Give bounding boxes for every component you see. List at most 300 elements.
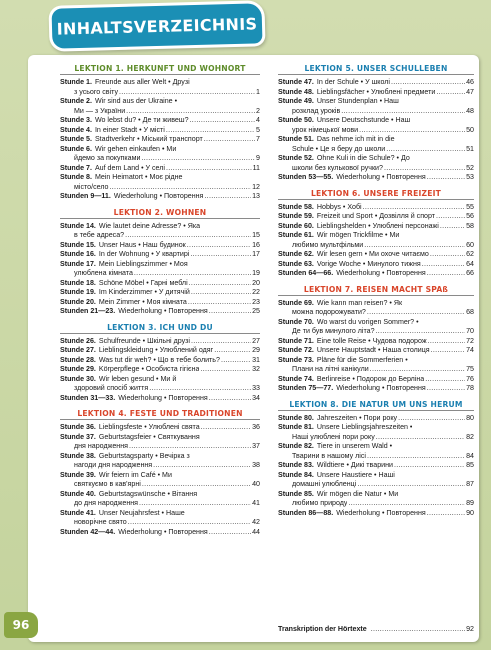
lesson-text: Wo lebst du? • Де ти живеш? — [94, 116, 189, 124]
lesson-text-continued: до дня народження — [74, 499, 139, 507]
lesson-text: Das nehme ich mit in die — [316, 135, 395, 143]
leader-dots — [422, 260, 465, 270]
lesson-section — [278, 64, 474, 183]
toc-entry[interactable] — [278, 173, 474, 183]
toc-entry[interactable] — [278, 471, 474, 490]
lesson-number: Stunde 40. — [60, 489, 96, 498]
toc-entry[interactable] — [60, 78, 260, 97]
leader-dots — [430, 250, 465, 260]
lesson-number: Stunde 82. — [278, 442, 314, 450]
toc-entry[interactable] — [60, 250, 260, 260]
leader-dots — [125, 231, 251, 241]
page-ref: 12 — [252, 182, 260, 191]
page-ref: 5 — [256, 125, 260, 134]
lesson-number: Stunde 2. — [60, 97, 92, 105]
lesson-text: Ohne Kuli in die Schule? • До — [316, 154, 410, 162]
leader-dots — [166, 164, 252, 174]
lesson-number: Stunde 6. — [60, 144, 92, 153]
leader-dots — [200, 365, 251, 375]
lesson-text: Berlinreise • Подорож до Берліна — [316, 374, 425, 383]
lesson-text-continued: Плани на літні канікули — [292, 365, 369, 373]
page-ref: 38 — [252, 461, 260, 469]
lesson-title: LEKTION 8. DIE NATUR UM UNS HERUM — [278, 400, 474, 411]
lesson-text: Unser Stundenplan • Наш — [316, 97, 399, 105]
lesson-text-continued: любимо мультфільми — [292, 240, 364, 249]
lesson-number: Stunde 3. — [60, 116, 92, 124]
lesson-text-continued: Де ти був минулого літа? — [292, 327, 375, 335]
page-ref: 29 — [252, 346, 260, 354]
lesson-number: Stunde 8. — [60, 173, 92, 181]
lesson-number: Stunden 53—55. — [278, 173, 334, 181]
page-ref: 7 — [256, 135, 260, 143]
lesson-text-continued: Тварини в нашому лісі — [292, 451, 366, 460]
lesson-text: Freizeit und Sport • Дозвілля й спорт — [316, 212, 436, 220]
lesson-number: Stunden 64—66. — [278, 269, 334, 277]
leader-dots — [189, 279, 251, 289]
toc-entry[interactable] — [278, 414, 474, 424]
toc-entry[interactable] — [60, 260, 260, 279]
leader-dots — [209, 307, 251, 317]
lesson-text: Geburtstagsfeier • Святкування — [98, 432, 200, 441]
transcript-entry[interactable] — [278, 625, 474, 635]
leader-dots — [363, 203, 466, 213]
lesson-text: Wir mögen die Natur • Ми — [316, 489, 399, 498]
page-ref: 58 — [466, 221, 474, 230]
lesson-number: Stunden 21—23. — [60, 307, 116, 315]
page-ref: 70 — [466, 327, 474, 335]
toc-entry[interactable] — [60, 307, 260, 317]
lesson-text: Schöne Möbel • Гарні меблі — [98, 278, 188, 287]
page-ref: 36 — [252, 423, 260, 431]
leader-dots — [391, 78, 465, 88]
lesson-number: Stunde 59. — [278, 212, 314, 220]
leader-dots — [129, 442, 251, 452]
page-ref: 16 — [252, 240, 260, 249]
toc-entry[interactable] — [60, 356, 260, 366]
toc-entry[interactable] — [278, 509, 474, 519]
lesson-text-continued: домашні улюбленці — [292, 480, 357, 488]
toc-entry[interactable] — [60, 452, 260, 471]
lesson-text: Unsere Hauptstadt • Наша столиця — [316, 346, 430, 354]
lesson-text: Geburtstagsparty • Вечірка з — [98, 451, 190, 460]
lesson-number: Stunde 84. — [278, 470, 314, 479]
toc-entry[interactable] — [60, 337, 260, 347]
leader-dots — [204, 135, 255, 145]
page-ref: 90 — [466, 508, 474, 517]
leader-dots — [431, 346, 465, 356]
lesson-title: LEKTION 7. REISEN MACHT SPAß — [278, 285, 474, 296]
leader-dots — [376, 327, 466, 337]
lesson-text: Unser Haus • Наш будинок — [98, 240, 186, 249]
page-ref: 40 — [252, 480, 260, 488]
lesson-text-continued: йдемо за покупками — [74, 154, 141, 162]
toc-entry[interactable] — [60, 222, 260, 241]
page-ref: 4 — [256, 116, 260, 124]
toc-entry[interactable] — [60, 394, 260, 404]
lesson-title: LEKTION 3. ICH UND DU — [60, 323, 260, 334]
leader-dots — [384, 164, 465, 174]
lesson-text-continued: урок німецької мови — [292, 125, 359, 134]
leader-dots — [190, 250, 251, 260]
toc-entry[interactable] — [60, 173, 260, 192]
leader-dots — [367, 452, 465, 462]
leader-dots — [436, 212, 465, 222]
lesson-text: Wir lesen gern • Ми охоче читаємо — [316, 250, 429, 258]
lesson-number: Stunden 42—44. — [60, 527, 116, 536]
lesson-text-continued: новорічне свято — [74, 518, 127, 526]
lesson-text: Pläne für die Sommerferien • — [316, 355, 408, 364]
lesson-number: Stunde 49. — [278, 97, 314, 105]
lesson-number: Stunde 30. — [60, 374, 96, 383]
leader-dots — [153, 461, 251, 471]
lesson-section — [60, 409, 260, 537]
lesson-number: Stunden 9—11. — [60, 192, 111, 200]
leader-dots — [364, 241, 465, 251]
leader-dots — [370, 365, 465, 375]
toc-entry[interactable] — [60, 126, 260, 136]
lesson-number: Stunde 80. — [278, 413, 314, 422]
page-number: 96 — [12, 618, 30, 632]
toc-entry[interactable] — [278, 231, 474, 250]
page-ref: 41 — [252, 499, 260, 507]
lesson-number: Stunde 50. — [278, 116, 314, 124]
lesson-number: Stunde 73. — [278, 355, 314, 364]
page-ref: 53 — [466, 173, 474, 181]
lesson-text-continued: Ми — з України — [74, 106, 126, 115]
lesson-text: Lieblingsfächer • Улюблені предмети — [316, 87, 436, 96]
lesson-text: Wiederholung • Повторення — [118, 527, 208, 536]
page-ref: 68 — [466, 308, 474, 316]
leader-dots — [359, 126, 465, 136]
lesson-title: LEKTION 4. FESTE UND TRADITIONEN — [60, 409, 260, 420]
leader-dots — [141, 154, 255, 164]
leader-dots — [427, 269, 465, 279]
leader-dots — [191, 288, 251, 298]
lesson-number: Stunde 83. — [278, 461, 314, 469]
lesson-text: Wiederholung • Повторення — [336, 173, 426, 181]
lesson-text: Jahreszeiten • Пори року — [316, 413, 398, 422]
page-ref: 27 — [252, 336, 260, 345]
page-ref: 9 — [256, 154, 260, 162]
lesson-text: Mein Zimmer • Моя кімната — [98, 297, 187, 306]
page-ref: 56 — [466, 212, 474, 220]
page-ref: 46 — [466, 78, 474, 86]
page-ref: 60 — [466, 240, 474, 249]
leader-dots — [134, 269, 251, 279]
lesson-text: Schulfreunde • Шкільні друзі — [98, 336, 190, 345]
lesson-text-continued: любимо природу — [292, 499, 348, 507]
page-ref: 89 — [466, 499, 474, 507]
leader-dots — [201, 423, 251, 433]
leader-dots — [214, 346, 251, 356]
toc-entry[interactable] — [278, 442, 474, 461]
toc-entry[interactable] — [60, 192, 260, 202]
lesson-text: Wo warst du vorigen Sommer? • — [316, 317, 419, 326]
lesson-text-continued: Schule • Це я беру до школи — [292, 144, 386, 153]
lesson-text: Wir gehen einkaufen • Ми — [94, 144, 177, 153]
leader-dots — [427, 173, 465, 183]
lesson-text: Wiederholung • Повторення — [336, 508, 426, 517]
lesson-text: Körperpflege • Особиста гігієна — [98, 365, 200, 373]
lesson-text: Auf dem Land • У селі — [94, 163, 165, 172]
toc-entry[interactable] — [60, 97, 260, 116]
page-ref: 20 — [252, 278, 260, 287]
lesson-number: Stunde 19. — [60, 288, 96, 296]
lesson-text-continued: розклад уроків — [292, 106, 341, 115]
page-ref: 42 — [252, 518, 260, 526]
toc-entry[interactable] — [60, 375, 260, 394]
lesson-text: Wiederholung • Повторення — [118, 393, 208, 402]
lesson-number: Stunde 62. — [278, 250, 314, 258]
lesson-text: Hobbys • Хобі — [316, 202, 362, 211]
toc-entry[interactable] — [278, 116, 474, 135]
lesson-number: Stunde 29. — [60, 365, 96, 373]
page-title: INHALTSVERZEICHNIS — [56, 13, 258, 39]
lesson-number: Stunde 47. — [278, 78, 314, 86]
toc-entry[interactable] — [278, 250, 474, 260]
leader-dots — [357, 480, 465, 490]
lesson-section — [60, 64, 260, 202]
leader-dots — [440, 222, 465, 232]
lesson-title: LEKTION 2. WOHNEN — [60, 208, 260, 219]
page-ref: 31 — [252, 355, 260, 364]
lesson-number: Stunde 18. — [60, 278, 96, 287]
toc-entry[interactable] — [60, 365, 260, 375]
page-ref: 72 — [466, 336, 474, 345]
toc-entry[interactable] — [278, 154, 474, 173]
lesson-text-continued: школи без кулькової ручки? — [292, 163, 383, 172]
page-ref: 52 — [466, 163, 474, 172]
leader-dots — [376, 433, 465, 443]
lesson-number: Stunden 75—77. — [278, 384, 334, 392]
lesson-number: Stunde 61. — [278, 231, 314, 239]
toc-entry[interactable] — [278, 337, 474, 347]
leader-dots — [190, 116, 256, 126]
lesson-text-continued: дня народження — [74, 442, 128, 450]
lesson-text: Lieblingshelden • Улюблені персонажі — [316, 221, 439, 230]
toc-entry[interactable] — [278, 346, 474, 356]
page-ref: 62 — [466, 250, 474, 258]
toc-entry[interactable] — [278, 318, 474, 337]
toc-entry[interactable] — [60, 471, 260, 490]
toc-entry[interactable] — [60, 279, 260, 289]
lesson-text: In einer Stadt • У місті — [94, 125, 165, 134]
page-ref: 32 — [252, 365, 260, 373]
lesson-text: Lieblingskleidung • Улюблений одяг — [98, 346, 214, 354]
page-ref: 82 — [466, 432, 474, 441]
leader-dots — [209, 394, 251, 404]
lesson-number: Stunde 72. — [278, 346, 314, 354]
toc-entry[interactable] — [278, 97, 474, 116]
lesson-section — [60, 323, 260, 404]
lesson-text: Mein Heimatort • Моє рідне — [94, 173, 183, 181]
leader-dots — [110, 183, 252, 193]
lesson-number: Stunde 58. — [278, 202, 314, 211]
toc-entry[interactable] — [60, 298, 260, 308]
toc-entry[interactable] — [278, 260, 474, 270]
lesson-text: Wir feiern im Café • Ми — [98, 470, 172, 479]
page-ref: 2 — [256, 106, 260, 115]
lesson-number: Stunde 38. — [60, 451, 96, 460]
lesson-text: Unser Neujahrsfest • Наше — [98, 508, 185, 517]
lesson-text: Lieblingsfeste • Улюблені свята — [98, 423, 200, 431]
left-column — [60, 64, 260, 543]
lesson-number: Stunden 86—88. — [278, 508, 334, 517]
leader-dots — [427, 384, 465, 394]
toc-entry[interactable] — [60, 164, 260, 174]
lesson-number: Stunde 15. — [60, 240, 96, 249]
lesson-number: Stunde 37. — [60, 432, 96, 441]
leader-dots — [221, 356, 251, 366]
toc-entry[interactable] — [60, 433, 260, 452]
lesson-number: Stunde 71. — [278, 336, 314, 345]
lesson-number: Stunde 85. — [278, 489, 314, 498]
toc-entry[interactable] — [278, 78, 474, 88]
lesson-text-continued: нагоди дня народження — [74, 461, 153, 469]
toc-entry[interactable] — [278, 135, 474, 154]
page-ref: 15 — [252, 231, 260, 239]
leader-dots — [367, 308, 465, 318]
page-ref: 11 — [252, 163, 260, 172]
lesson-number: Stunde 51. — [278, 135, 314, 143]
toc-entry[interactable] — [278, 375, 474, 385]
leader-dots — [188, 298, 251, 308]
toc-entry[interactable] — [60, 135, 260, 145]
toc-entry[interactable] — [278, 461, 474, 471]
page-ref: 19 — [252, 269, 260, 277]
lesson-number: Stunde 36. — [60, 423, 96, 431]
lesson-number: Stunde 17. — [60, 259, 96, 268]
page-ref: 64 — [466, 259, 474, 268]
lesson-number: Stunde 26. — [60, 336, 96, 345]
lesson-text: In der Schule • У школі — [316, 78, 390, 86]
lesson-number: Stunde 1. — [60, 78, 92, 86]
toc-entry[interactable] — [278, 269, 474, 279]
lesson-number: Stunde 70. — [278, 317, 314, 326]
lesson-text-continued: в тебе адреса? — [74, 231, 125, 239]
page-ref: 47 — [466, 87, 474, 96]
page-ref: 78 — [466, 384, 474, 392]
toc-entry[interactable] — [60, 145, 260, 164]
lesson-text: Wir leben gesund • Ми й — [98, 374, 177, 383]
lesson-text: Wie lautet deine Adresse? • Яка — [98, 221, 201, 230]
toc-entry[interactable] — [278, 356, 474, 375]
toc-entry[interactable] — [60, 241, 260, 251]
page-ref: 85 — [466, 461, 474, 469]
toc-entry[interactable] — [60, 509, 260, 528]
lesson-number: Stunde 20. — [60, 297, 96, 306]
lesson-number: Stunde 39. — [60, 470, 96, 479]
page-ref: 51 — [466, 144, 474, 153]
lesson-text: Mein Lieblingszimmer • Моя — [98, 259, 188, 268]
lesson-number: Stunde 60. — [278, 221, 314, 230]
lesson-title: LEKTION 5. UNSER SCHULLEBEN — [278, 64, 474, 75]
toc-entry[interactable] — [278, 203, 474, 213]
page-ref: 22 — [252, 288, 260, 296]
lesson-number: Stunde 52. — [278, 154, 314, 162]
toc-entry[interactable] — [278, 222, 474, 232]
leader-dots — [126, 107, 255, 117]
page-ref: 75 — [466, 365, 474, 373]
lesson-number: Stunde 27. — [60, 346, 96, 354]
toc-entry[interactable] — [60, 346, 260, 356]
page-ref: 13 — [252, 192, 260, 200]
lesson-number: Stunde 48. — [278, 87, 314, 96]
leader-dots — [119, 88, 255, 98]
lesson-text: Unsere Haustiere • Наші — [316, 470, 395, 479]
lesson-text: Wiederholung • Повторення — [336, 269, 426, 277]
lesson-number: Stunden 31—33. — [60, 393, 116, 402]
toc-entry[interactable] — [60, 423, 260, 433]
toc-entry[interactable] — [278, 384, 474, 394]
lesson-section — [60, 208, 260, 317]
lesson-text: Wildtiere • Дикі тварини — [316, 461, 393, 469]
lesson-number: Stunde 63. — [278, 259, 314, 268]
toc-entry[interactable] — [278, 423, 474, 442]
leader-dots — [209, 528, 251, 538]
lesson-text: Eine tolle Reise • Чудова подорож — [316, 336, 427, 345]
lesson-text: Geburtstagswünsche • Вітання — [98, 489, 198, 498]
leader-dots — [204, 192, 251, 202]
toc-entry[interactable] — [60, 528, 260, 538]
page-ref: 23 — [252, 297, 260, 306]
leader-dots — [191, 337, 251, 347]
lesson-text-continued: з усього світу — [74, 87, 118, 96]
lesson-text: Unsere Deutschstunde • Наш — [316, 116, 411, 124]
lesson-section — [278, 285, 474, 394]
title-banner — [52, 3, 263, 48]
right-column — [278, 64, 474, 524]
lesson-text: Wiederholung • Повторення — [118, 307, 208, 315]
lesson-text: Was tut dir weh? • Що в тебе болить? — [98, 355, 220, 364]
page-ref: 66 — [466, 269, 474, 277]
lesson-number: Stunde 69. — [278, 298, 314, 307]
toc-entry[interactable] — [278, 490, 474, 509]
page-ref: 87 — [466, 480, 474, 488]
lesson-text: Wir sind aus der Ukraine • — [94, 97, 178, 105]
lesson-text: Wie kann man reisen? • Як — [316, 298, 403, 307]
transcript-label: Transkription der Hörtexte — [278, 625, 367, 633]
toc-entry[interactable] — [60, 288, 260, 298]
leader-dots — [436, 88, 465, 98]
lesson-text-continued: святкуємо в кав'ярні — [74, 480, 141, 488]
toc-entry[interactable] — [278, 299, 474, 318]
lesson-title: LEKTION 1. HERKUNFT UND WOHNORT — [60, 64, 260, 75]
page-ref: 44 — [252, 527, 260, 536]
page-ref: 1 — [256, 87, 260, 96]
lesson-section — [278, 189, 474, 279]
lesson-text-continued: Наші улюблені пори року — [292, 432, 375, 441]
toc-entry[interactable] — [60, 116, 260, 126]
toc-entry[interactable] — [278, 88, 474, 98]
lesson-text-continued: здоровий спосіб життя — [74, 384, 149, 392]
lesson-text: In der Wohnung • У квартирі — [98, 250, 190, 258]
toc-entry[interactable] — [60, 490, 260, 509]
lesson-text: Wir mögen Trickfilme • Ми — [316, 231, 400, 239]
page-ref: 80 — [466, 413, 474, 422]
leader-dots — [398, 414, 465, 424]
page-ref: 55 — [466, 202, 474, 211]
lesson-number: Stunde 4. — [60, 125, 92, 134]
toc-entry[interactable] — [278, 212, 474, 222]
leader-dots — [139, 499, 251, 509]
page-ref: 50 — [466, 125, 474, 134]
lesson-text: Vorige Woche • Минулого тижня — [316, 259, 421, 268]
leader-dots — [371, 625, 465, 635]
lesson-text: Tiere in unserem Wald • — [316, 442, 393, 450]
leader-dots — [187, 241, 251, 251]
leader-dots — [142, 480, 251, 490]
